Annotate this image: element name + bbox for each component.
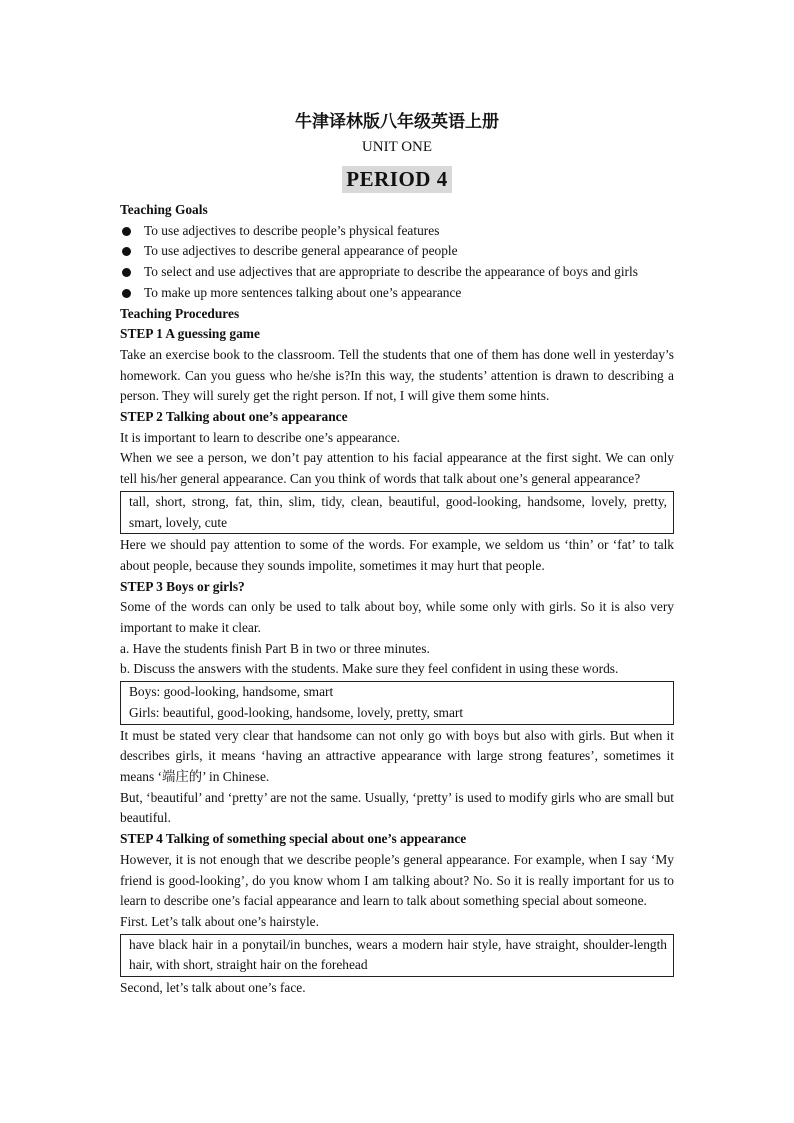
step4-paragraph-2: First. Let’s talk about one’s hairstyle. <box>120 913 319 929</box>
bullet-icon <box>122 289 131 298</box>
general-appearance-word-box <box>120 491 674 534</box>
step1-heading: STEP 1 A guessing game <box>120 326 260 342</box>
step2-paragraph-2: When we see a person, we don’t pay attention to his facial appearance at the first sight. We can only tell his/her general appearance. Can you think of words that talk about one’s general appearance? <box>120 450 674 487</box>
teaching-procedures-heading: Teaching Procedures <box>120 305 240 321</box>
step3-paragraph-3: But, ‘beautiful’ and ‘pretty’ are not the same. Usually, ‘pretty’ is used to modify girls who are small but beautiful. <box>120 789 674 826</box>
document-body <box>120 200 674 999</box>
goal-item <box>120 283 674 304</box>
goal-item <box>120 241 674 262</box>
hairstyle-word-box <box>120 934 674 977</box>
teaching-goals-list <box>120 221 674 304</box>
step2-paragraph-3: Here we should pay attention to some of the words. For example, we seldom us ‘thin’ or ‘fat’ to talk about people, because they sounds impolite, sometimes it may hurt that people. <box>120 537 674 573</box>
bullet-icon <box>122 268 131 277</box>
step2-heading: STEP 2 Talking about one’s appearance <box>120 409 348 425</box>
goal-text: To select and use adjectives that are appropriate to describe the appearance of boys and girls <box>144 264 638 280</box>
period-title-wrapper <box>0 166 794 193</box>
word-box-text: tall, short, strong, fat, thin, slim, tidy, clean, beautiful, good-looking, handsome, lovely, pretty, smart, lovely, cute <box>129 493 667 530</box>
hairstyle-box-text: have black hair in a ponytail/in bunches, wears a modern hair style, have straight, shoulder-length hair, with short, straight hair on the forehead <box>129 936 667 973</box>
bullet-icon <box>122 227 131 236</box>
goal-text: To make up more sentences talking about one’s appearance <box>144 284 462 300</box>
step1-paragraph: Take an exercise book to the classroom. Tell the students that one of them has done well in yesterday’s homework. Can you guess who he/she is?In this way, the students’ attention is drawn to describing a person. They will surely get the right person. If not, I will give them some hints. <box>120 346 674 404</box>
goal-text: To use adjectives to describe general appearance of people <box>144 243 458 259</box>
unit-title: UNIT ONE <box>361 139 433 155</box>
boys-girls-word-box <box>120 681 674 724</box>
step3-item-a: a. Have the students finish Part B in two or three minutes. <box>120 640 430 656</box>
step4-paragraph-1: However, it is not enough that we describe people’s general appearance. For example, when I say ‘My friend is good-looking’, do you know whom I am talking about? No. So it is really important for us to learn to describe one’s facial appearance and learn to talk about something special about someone. <box>120 851 674 909</box>
step2-paragraph-1: It is important to learn to describe one’s appearance. <box>120 429 400 445</box>
document-title: 牛津译林版八年级英语上册 <box>295 112 499 132</box>
step4-heading: STEP 4 Talking of something special about one’s appearance <box>120 831 467 847</box>
teaching-goals-heading: Teaching Goals <box>120 202 208 217</box>
step3-heading: STEP 3 Boys or girls? <box>120 578 245 594</box>
bullet-icon <box>122 247 131 256</box>
step4-paragraph-3: Second, let’s talk about one’s face. <box>120 980 306 996</box>
goal-item <box>120 262 674 283</box>
goal-text: To use adjectives to describe people’s physical features <box>144 222 440 238</box>
goal-item <box>120 221 674 242</box>
boys-words: Boys: good-looking, handsome, smart <box>129 684 334 700</box>
step3-item-b: b. Discuss the answers with the students. Make sure they feel confident in using these words. <box>120 661 619 677</box>
girls-words: Girls: beautiful, good-looking, handsome, lovely, pretty, smart <box>129 704 464 720</box>
step3-paragraph-2: It must be stated very clear that handsome can not only go with boys but also with girls. But when it describes girls, it means ‘having an attractive appearance with large strong features’, sometimes it means ‘端庄的’ in Chinese. <box>120 727 674 784</box>
period-title: PERIOD 4 <box>342 166 451 193</box>
step3-paragraph-1: Some of the words can only be used to talk about boy, while some only with girls. So it is also very important to make it clear. <box>120 599 674 636</box>
